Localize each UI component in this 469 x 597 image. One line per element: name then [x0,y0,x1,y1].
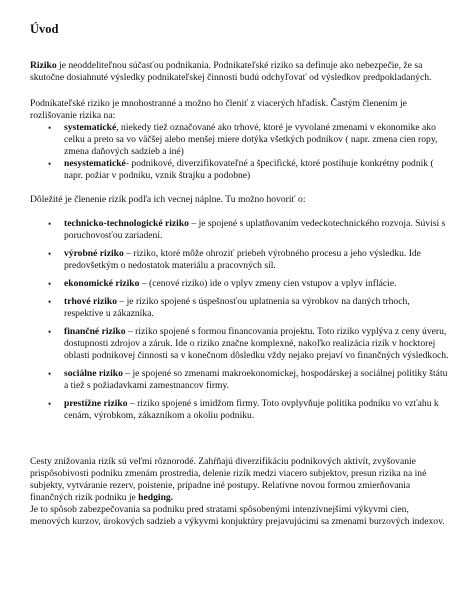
bullet-icon: • [48,327,52,337]
section-spacer [30,428,450,456]
risk-type-list [30,122,450,182]
bullet-icon: • [48,369,52,379]
list-item [30,398,450,422]
list-item-text: – riziko, ktoré môže ohroziť priebeh výrobného procesu a jeho výsledku. Ide predovšetkým o nedostatok materiálu a pracovných síl. [64,248,421,271]
risk-reduction-paragraph [30,456,450,528]
list-item [30,296,450,320]
hedging-definition: Je to spôsob zabezpečovania sa podniku pred stratami spôsobenými intenzívnejšími výkyvmi cien, menových kurzov, úrokových sadzieb a výkyvmi konjuktúry prejavujúcimi sa zmenami burzových indexov. [30,504,445,527]
page-title: Úvod [30,22,59,36]
bullet-icon: • [48,219,52,229]
list-item [30,122,450,158]
list-item-text: – riziko spojené s imidžom firmy. Toto ovplyvňuje politika podniku vo vzťahu k cenám, výrobkom, zákazníkom a okoliu podniku. [64,398,439,421]
list-item-term: sociálne riziko [64,368,123,379]
hedging-term: hedging. [138,492,174,503]
list-item-term: trhové riziko [64,296,118,307]
list-item-text: , niekedy tiež označované ako trhové, ktoré je vyvolané zmenami v ekonomike ako celku a preto sa vo väčšej alebo menšej miere dotýka všetkých podnikov ( napr. zmena cien ropy, zmena daňových sadzieb a iné) [64,122,438,157]
content-classification-paragraph: Dôležité je členenie rizík podľa ich vecnej náplne. Tu možno hovoriť o: [30,194,306,205]
bullet-icon: • [48,297,52,307]
list-item [30,278,450,290]
bullet-icon: • [48,159,52,169]
bullet-icon: • [48,123,52,133]
list-item [30,218,450,242]
bullet-icon: • [48,249,52,259]
list-item [30,326,450,362]
list-item [30,368,450,392]
classification-paragraph: Podnikateľské riziko je mnohostranné a možno ho členiť z viacerých hľadísk. Častým členením je rozlišovanie rizika na: [30,98,407,121]
intro-paragraph [30,60,450,84]
list-item-term: výrobné riziko [64,248,124,259]
risk-content-list [30,218,450,422]
list-item-term: finančné riziko [64,326,126,337]
intro-text: je neoddeliteľnou súčasťou podnikania. Podnikateľské riziko sa definuje ako nebezpečie, že sa skutočne dosiahnuté výsledky podnikateľskej činnosti budú odchyľovať od výsledkov predpokladaných. [30,60,432,83]
list-item-term: technicko-technologické riziko [64,218,189,229]
document-page [30,22,450,528]
list-item-text: - podnikové, diverzifikovateľné a špecifické, ktoré postihuje konkrétny podnik ( napr. požiar v podniku, vznik štrajku a podobne) [64,158,434,181]
intro-term: Riziko [30,60,57,71]
list-item [30,248,450,272]
list-item-text: – je riziko spojené s úspešnosťou uplatnenia sa výrobkov na daných trhoch, respektíve u zákazníka. [64,296,410,319]
risk-reduction-text: Cesty znižovania rizík sú veľmi rôznorodé. Zahŕňajú diverzifikáciu podnikových aktivít, zvyšovanie prispôsobivosti podniku zmenám prostredia, delenie rizík medzi viacero subjektov, presun rizika na iné subjekty, vytváranie rezerv, poistenie, prípadne iné postupy. Relatívne novou formou zmierňovania finančných rizík podniku je [30,456,427,503]
list-item-term: prestížne riziko [64,398,128,409]
list-item-term: ekonomické riziko [64,278,140,289]
list-item-text: – riziko spojené s formou financovania projektu. Toto riziko vyplýva z ceny úveru, dostupnosti zdrojov a záruk. Ide o riziko značne komplexné, nakoľko realizácia rizík v hocktorej oblasti podnikovej činnosti sa v konečnom dôsledku vždy nejako prejaví vo finančných výsledkoch. [64,326,449,361]
list-item-text: – je spojené s uplatňovaním vedeckotechnického rozvoja. Súvisí s poruchovosťou zariadení. [64,218,446,241]
bullet-icon: • [48,399,52,409]
list-item-term: systematické [64,122,117,133]
list-item [30,158,450,182]
bullet-icon: • [48,279,52,289]
list-item-term: nesystematické [64,158,126,169]
list-item-text: – (cenové riziko) ide o vplyv zmeny cien vstupov a vplyv inflácie. [139,278,397,289]
list-item-text: – je spojené so zmenami makroekonomickej, hospodárskej a sociálnej politiky štátu a tiež s požiadavkami zamestnancov firmy. [64,368,448,391]
